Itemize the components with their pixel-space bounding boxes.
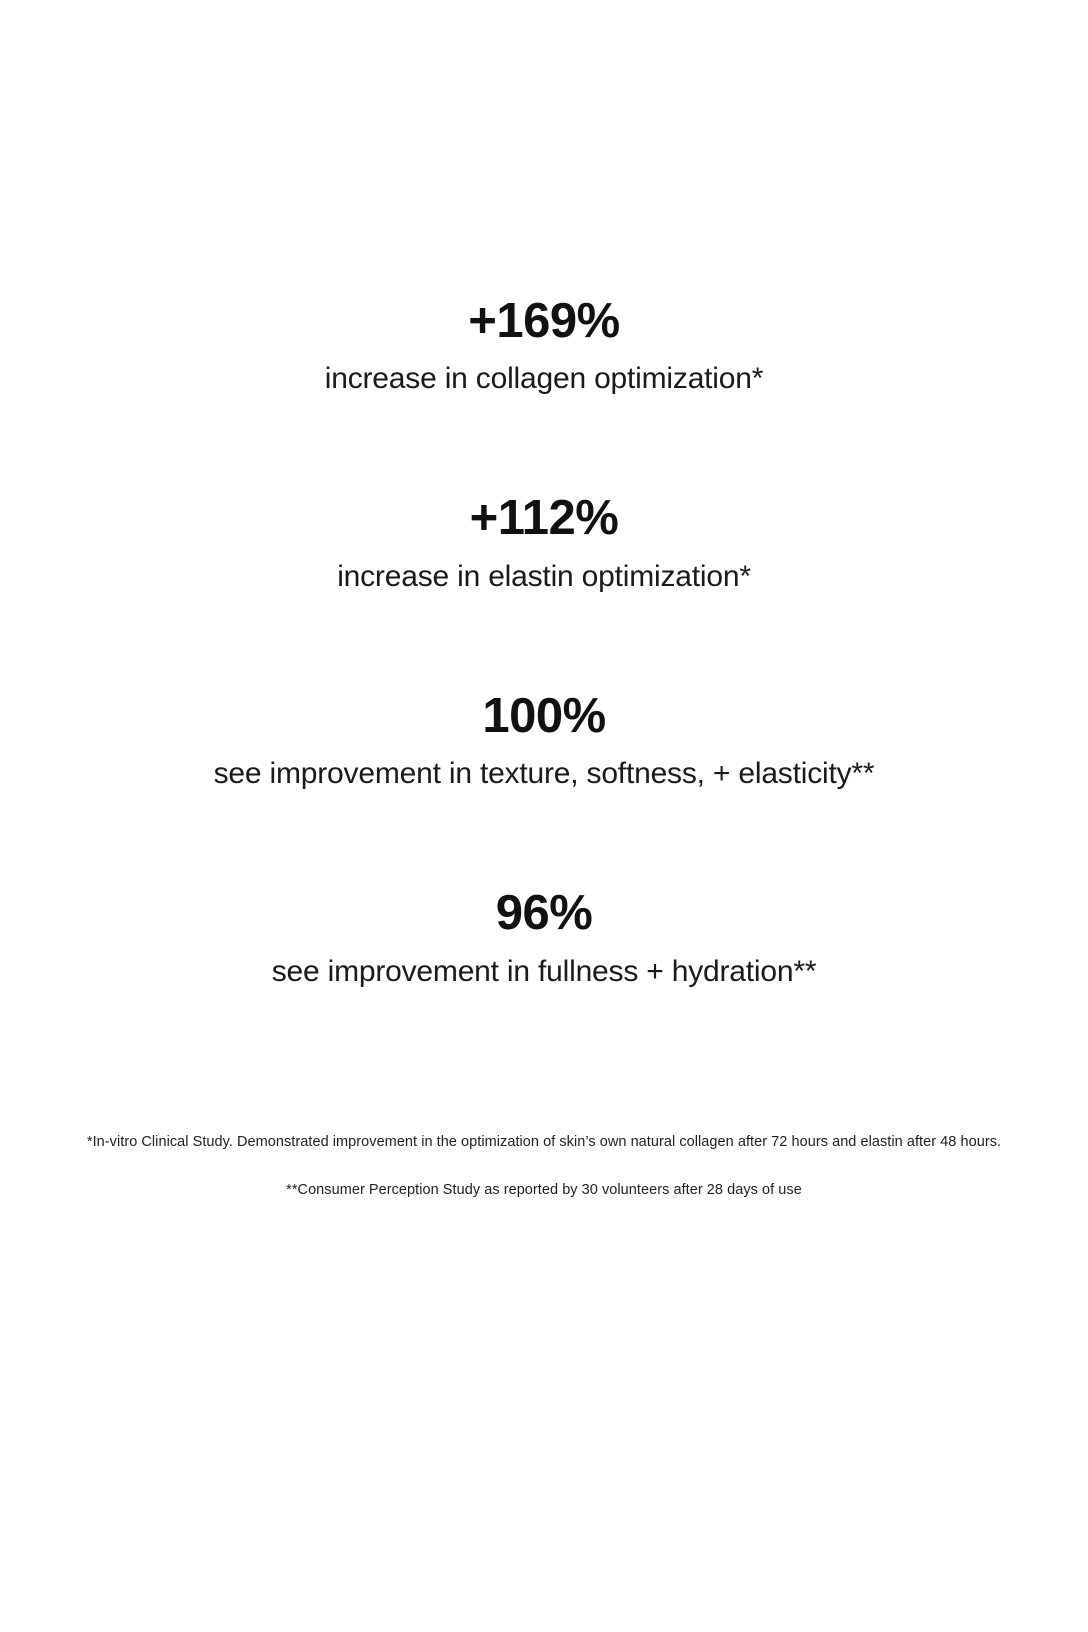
stat-value: 96%: [495, 886, 593, 941]
stat-label: see improvement in fullness + hydration**: [271, 954, 817, 988]
stat-label: see improvement in texture, softness, + elasticity**: [213, 757, 875, 791]
stat-value: +169%: [468, 294, 620, 348]
stat-item: [0, 688, 1088, 792]
stat-value: 100%: [482, 688, 606, 743]
stat-label: increase in elastin optimization*: [337, 559, 751, 593]
stats-list: [0, 296, 1088, 990]
stat-item: [0, 888, 1088, 989]
stat-item: [0, 493, 1088, 594]
footnote-consumer-study: **Consumer Perception Study as reported by 30 volunteers after 28 days of use: [286, 1182, 802, 1199]
stat-value: +112%: [469, 491, 619, 546]
footnotes: [0, 1132, 1088, 1201]
stat-label: increase in collagen optimization*: [324, 362, 764, 396]
footnote-clinical-study: *In-vitro Clinical Study. Demonstrated improvement in the optimization of skin’s own natural collagen after 72 hours and elastin after 48 hours.: [86, 1133, 1002, 1150]
stat-item: [0, 296, 1088, 397]
